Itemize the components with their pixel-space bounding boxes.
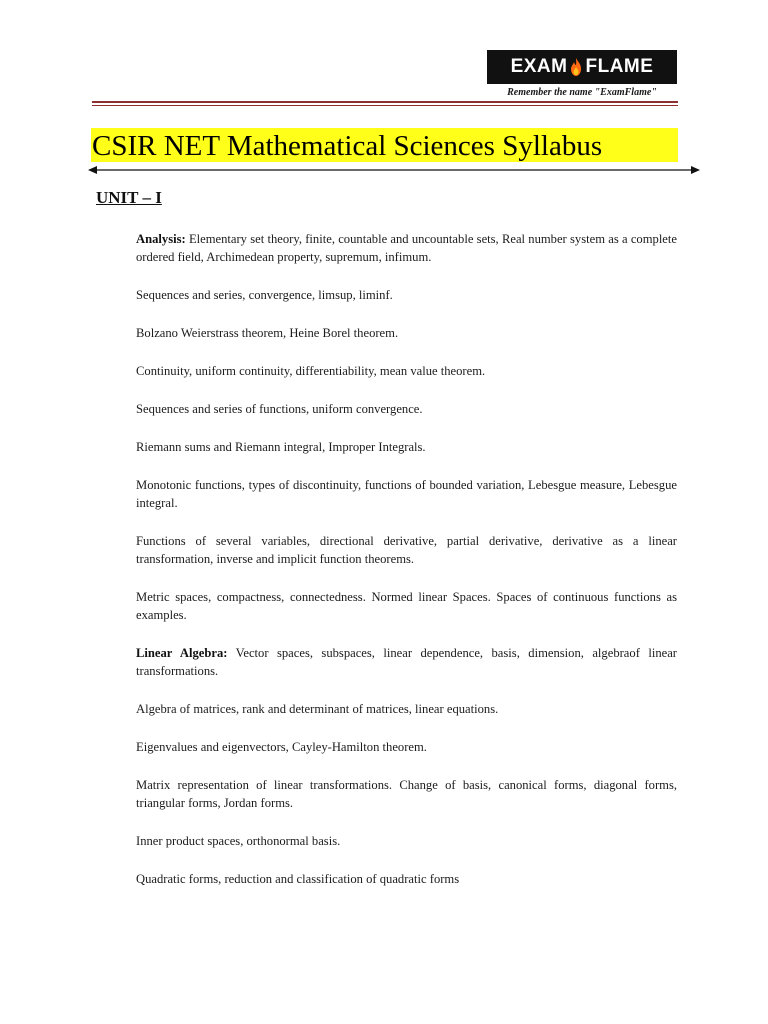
syllabus-paragraph	[136, 230, 677, 266]
flame-icon	[569, 57, 583, 77]
syllabus-paragraph	[136, 400, 677, 418]
paragraph-text: Riemann sums and Riemann integral, Improper Integrals.	[136, 440, 426, 454]
logo-right-text: FLAME	[585, 56, 654, 77]
syllabus-content	[136, 230, 677, 888]
unit-heading: UNIT – I	[96, 188, 162, 207]
syllabus-paragraph	[136, 438, 677, 456]
section-label: Analysis:	[136, 232, 186, 246]
syllabus-paragraph	[136, 286, 677, 304]
syllabus-paragraph	[136, 588, 677, 624]
paragraph-text: Matrix representation of linear transformations. Change of basis, canonical forms, diagonal forms, triangular forms, Jordan forms.	[136, 778, 677, 810]
paragraph-text: Quadratic forms, reduction and classification of quadratic forms	[136, 872, 460, 886]
paragraph-text: Eigenvalues and eigenvectors, Cayley-Hamilton theorem.	[136, 740, 427, 754]
section-label: Linear Algebra:	[136, 646, 228, 660]
syllabus-paragraph	[136, 532, 677, 568]
paragraph-text: Metric spaces, compactness, connectedness. Normed linear Spaces. Spaces of continuous functions as examples.	[136, 590, 677, 622]
syllabus-paragraph	[136, 476, 677, 512]
header-rule	[92, 101, 678, 103]
paragraph-text: Inner product spaces, orthonormal basis.	[136, 834, 341, 848]
paragraph-text: Monotonic functions, types of discontinuity, functions of bounded variation, Lebesgue measure, Lebesgue integral.	[136, 478, 677, 510]
double-arrow-divider	[88, 164, 700, 176]
syllabus-paragraph	[136, 870, 677, 888]
paragraph-text: Sequences and series, convergence, limsup, liminf.	[136, 288, 393, 302]
header-rule-thin	[92, 105, 678, 106]
page-title: CSIR NET Mathematical Sciences Syllabus	[92, 130, 603, 162]
syllabus-paragraph	[136, 362, 677, 380]
syllabus-paragraph	[136, 832, 677, 850]
syllabus-paragraph	[136, 776, 677, 812]
paragraph-text: Algebra of matrices, rank and determinant of matrices, linear equations.	[136, 702, 499, 716]
paragraph-text: Elementary set theory, finite, countable and uncountable sets, Real number system as a complete ordered field, Archimedean property, supremum, infimum.	[136, 232, 677, 264]
syllabus-paragraph	[136, 700, 677, 718]
paragraph-text: Vector spaces, subspaces, linear dependence, basis, dimension, algebraof linear transformations.	[136, 646, 677, 678]
logo-left-text: EXAM	[510, 56, 568, 77]
paragraph-text: Functions of several variables, directional derivative, partial derivative, derivative as a linear transformation, inverse and implicit function theorems.	[136, 534, 677, 566]
examflame-logo	[487, 50, 677, 84]
syllabus-paragraph	[136, 738, 677, 756]
paragraph-text: Sequences and series of functions, uniform convergence.	[136, 402, 423, 416]
syllabus-paragraph	[136, 324, 677, 342]
paragraph-text: Bolzano Weierstrass theorem, Heine Borel theorem.	[136, 326, 399, 340]
paragraph-text: Continuity, uniform continuity, differentiability, mean value theorem.	[136, 364, 486, 378]
logo-tagline: Remember the name "ExamFlame"	[507, 87, 657, 98]
syllabus-paragraph	[136, 644, 677, 680]
